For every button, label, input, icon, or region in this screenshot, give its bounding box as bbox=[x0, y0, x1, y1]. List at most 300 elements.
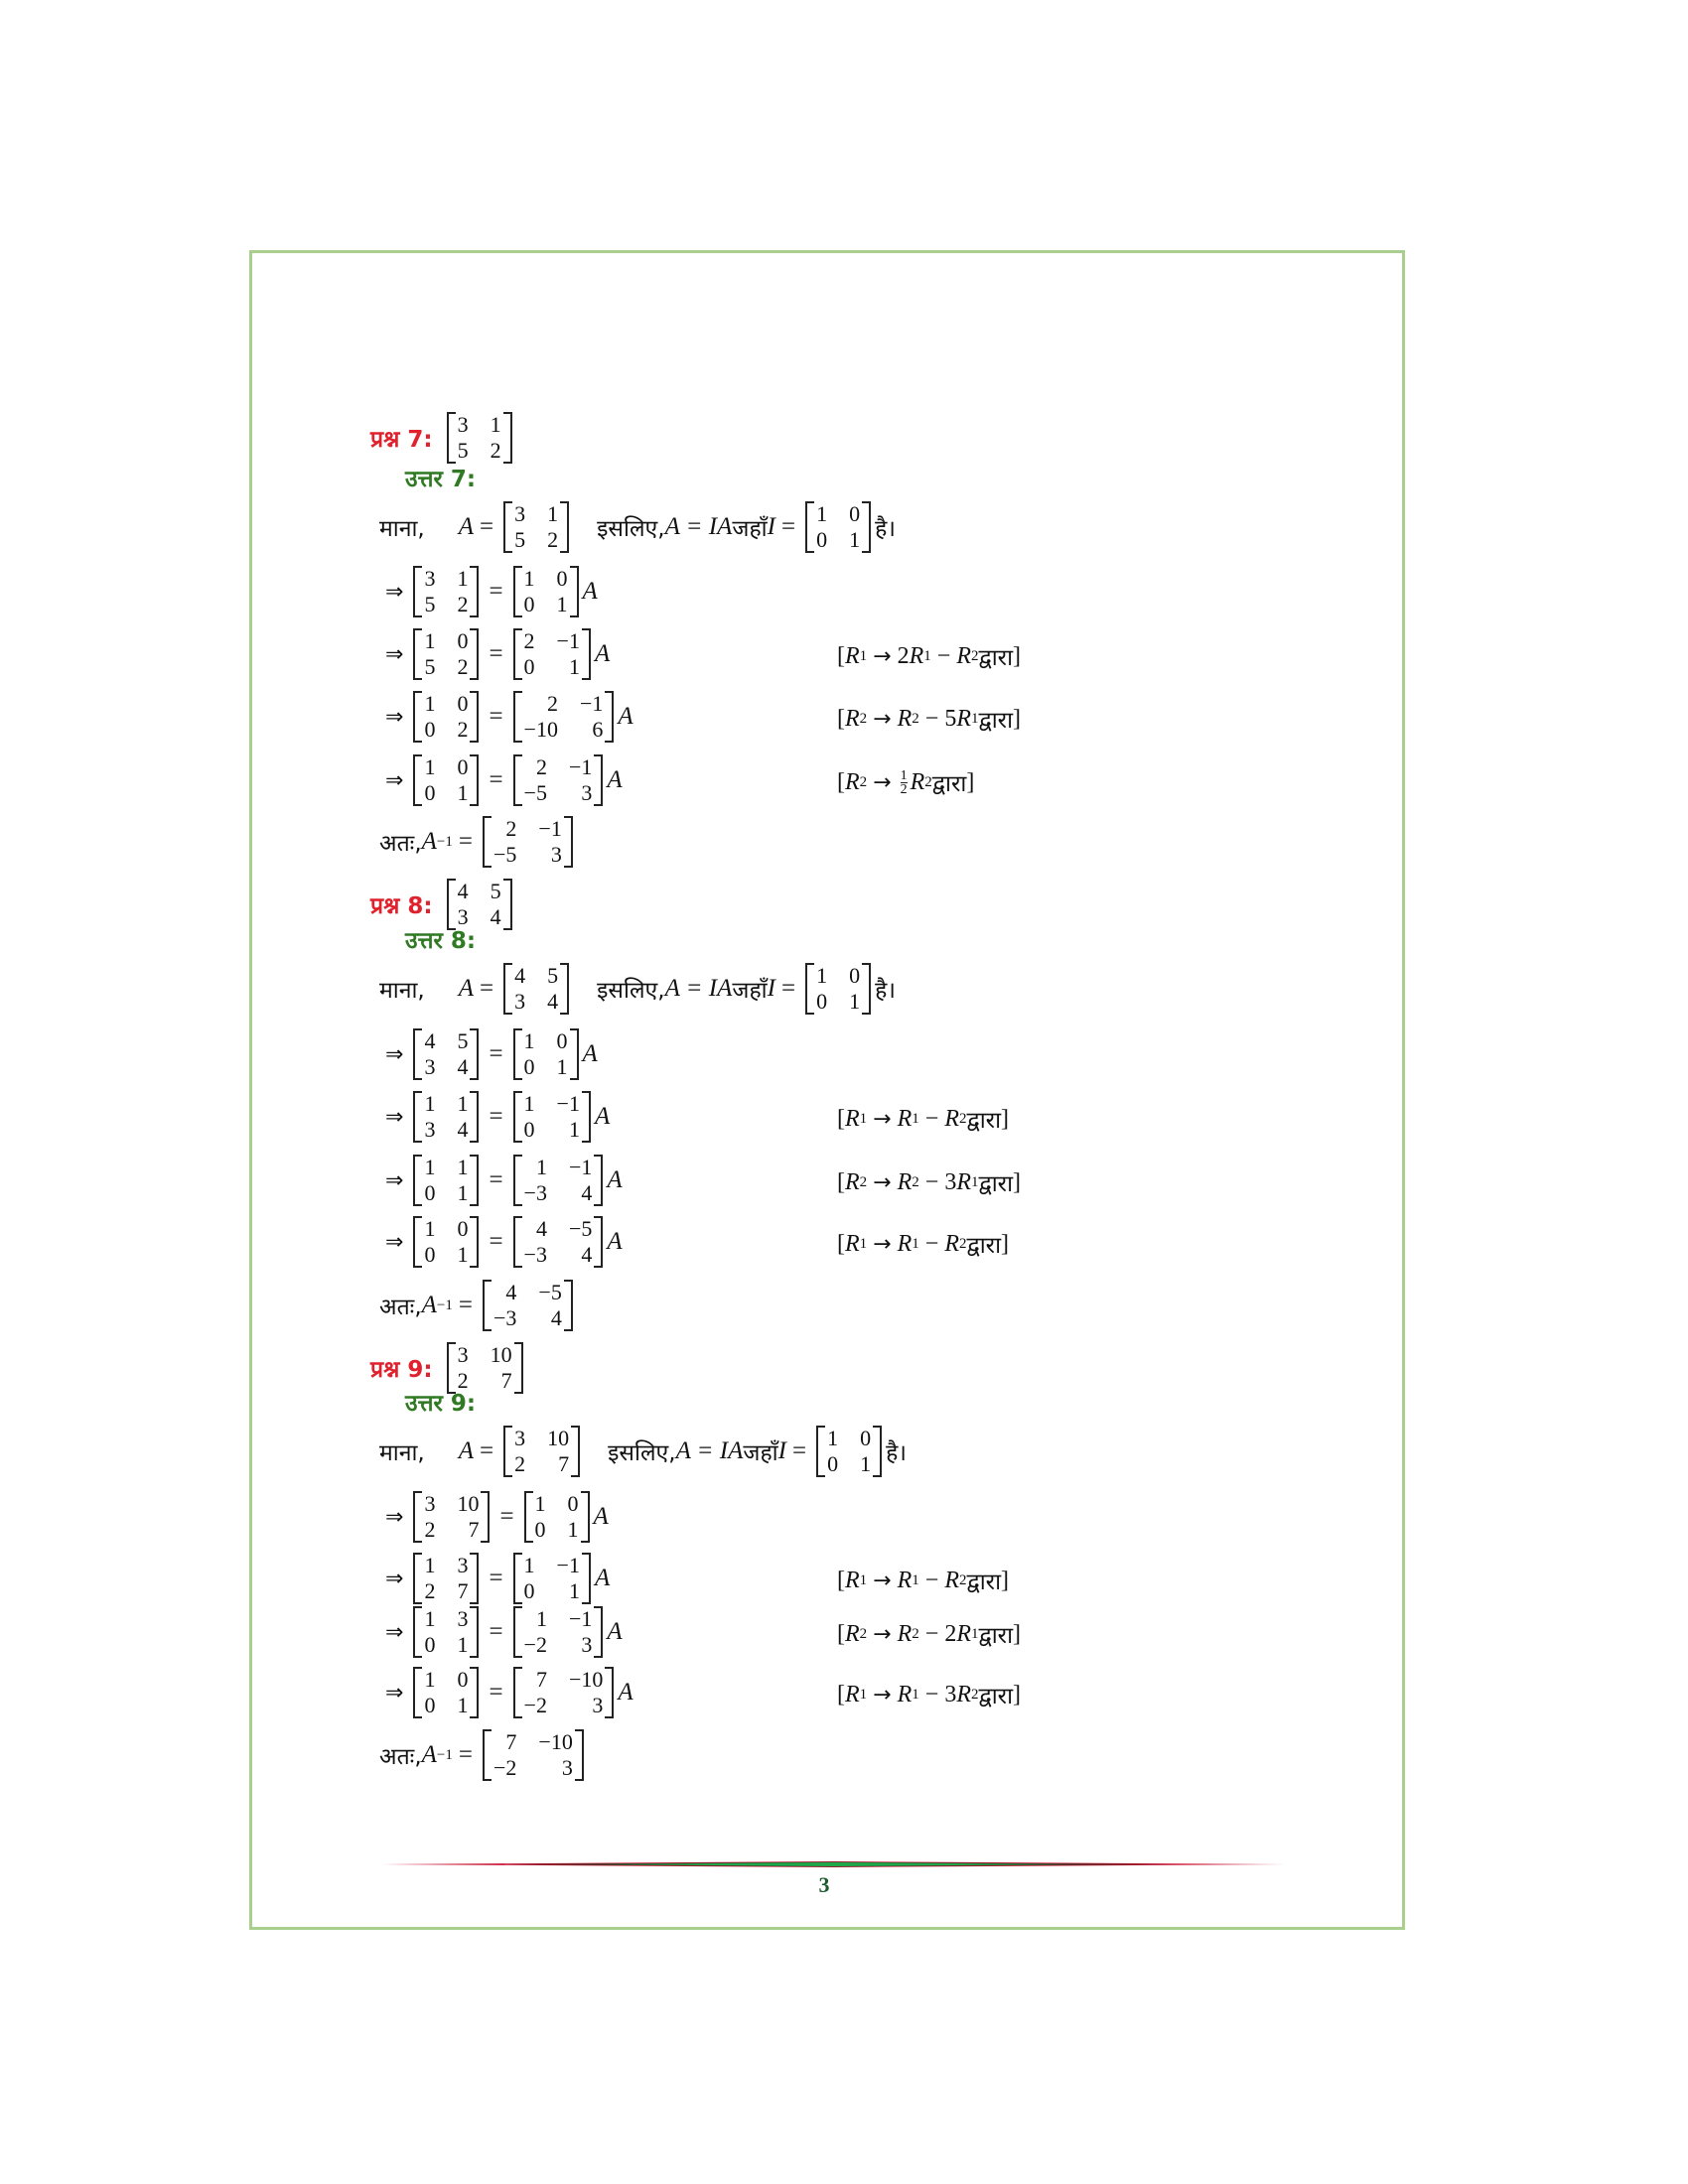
matrix-grid bbox=[422, 1491, 481, 1543]
bracket-right bbox=[605, 691, 614, 743]
assumption-line bbox=[379, 501, 896, 553]
matrix-cell: 1 bbox=[457, 566, 469, 591]
row-index: 1 bbox=[971, 1625, 979, 1642]
var-A: A bbox=[582, 578, 598, 605]
equals-sign: = bbox=[489, 1166, 503, 1193]
implies-icon: ⇒ bbox=[385, 1167, 404, 1193]
matrix-cell: 0 bbox=[556, 566, 568, 591]
matrix-cell: 4 bbox=[490, 904, 501, 929]
matrix-cell: 4 bbox=[550, 1305, 562, 1330]
matrix-cell: 1 bbox=[534, 1491, 546, 1516]
row-index: 2 bbox=[971, 647, 979, 664]
bracket-right bbox=[560, 963, 569, 1015]
matrix-cell: 1 bbox=[849, 527, 861, 552]
answer-heading bbox=[405, 462, 476, 493]
var-A: A bbox=[607, 766, 623, 793]
equals-sign: = bbox=[489, 1679, 503, 1706]
matrix-cell: 3 bbox=[592, 1693, 604, 1717]
var-I: I bbox=[777, 1437, 786, 1464]
bracket-right bbox=[470, 1216, 479, 1268]
matrix-cell: 2 bbox=[457, 654, 469, 679]
matrix-cell: −10 bbox=[523, 717, 558, 742]
equals-sign: = bbox=[489, 766, 503, 793]
bracket-left bbox=[805, 501, 814, 553]
question-label: प्रश्न 7: bbox=[370, 427, 433, 453]
step-left-matrix bbox=[413, 1216, 479, 1268]
bracket-right bbox=[564, 816, 573, 868]
step-right-matrix bbox=[513, 1155, 604, 1206]
dwara-label: द्वारा bbox=[978, 708, 1014, 734]
row-symbol: R bbox=[897, 1230, 913, 1257]
row-index: 2 bbox=[859, 1625, 868, 1642]
row-symbol: R bbox=[897, 1567, 913, 1593]
bracket-right bbox=[503, 879, 512, 930]
matrix-grid bbox=[522, 566, 570, 617]
matrix-cell: −5 bbox=[493, 842, 517, 867]
hai-label: है। bbox=[875, 516, 896, 542]
var-A: A bbox=[594, 640, 611, 667]
matrix-grid bbox=[533, 1491, 581, 1543]
bracket-open: [ bbox=[837, 1620, 845, 1647]
bracket-right bbox=[564, 1280, 573, 1331]
question-heading bbox=[370, 412, 516, 464]
matrix-grid bbox=[422, 754, 470, 806]
bracket-right bbox=[503, 412, 512, 464]
step-line bbox=[379, 1028, 598, 1080]
row-index: 2 bbox=[912, 1625, 919, 1642]
matrix-cell: 3 bbox=[550, 842, 562, 867]
bracket-right bbox=[470, 1553, 479, 1604]
step-left-matrix bbox=[413, 1606, 479, 1658]
equals-sign: = bbox=[458, 1292, 473, 1318]
bracket-close: ] bbox=[1013, 705, 1022, 732]
row-index: 1 bbox=[912, 1686, 919, 1703]
matrix-grid bbox=[422, 1553, 470, 1604]
row-index: 1 bbox=[912, 1571, 919, 1588]
matrix-cell: 2 bbox=[424, 1578, 436, 1603]
isliye-label: इसलिए, bbox=[597, 978, 665, 1004]
row-symbol: R bbox=[845, 1168, 860, 1195]
step-line bbox=[379, 1091, 610, 1143]
bracket-left bbox=[413, 1606, 422, 1658]
var-A: A bbox=[607, 1228, 623, 1255]
matrix-cell: 5 bbox=[424, 592, 436, 616]
matrix-cell: 2 bbox=[547, 527, 559, 552]
step-left-matrix bbox=[413, 566, 479, 617]
question-label: प्रश्न 9: bbox=[370, 1357, 433, 1383]
matrix-cell: −5 bbox=[568, 1216, 593, 1241]
bracket-left bbox=[503, 1426, 512, 1477]
matrix-cell: 1 bbox=[816, 501, 828, 526]
matrix-cell: 0 bbox=[534, 1517, 546, 1542]
matrix-grid bbox=[522, 1155, 595, 1206]
bracket-left bbox=[413, 1216, 422, 1268]
arrow-icon: → bbox=[873, 769, 892, 795]
matrix-cell: 3 bbox=[457, 412, 469, 437]
bracket-left bbox=[413, 628, 422, 680]
bracket-open: [ bbox=[837, 642, 845, 669]
row-operation bbox=[837, 1228, 1009, 1260]
dwara-label: द्वारा bbox=[966, 1570, 1002, 1595]
var-A: A bbox=[618, 703, 633, 730]
row-index: 1 bbox=[971, 1173, 979, 1190]
bracket-right bbox=[594, 754, 603, 806]
matrix-cell: 1 bbox=[424, 1091, 436, 1116]
matrix-cell: 2 bbox=[457, 592, 469, 616]
row-symbol: R bbox=[956, 705, 971, 732]
coefficient: 2 bbox=[944, 1620, 957, 1647]
bracket-open: [ bbox=[837, 705, 845, 732]
matrix-cell: 1 bbox=[457, 1242, 469, 1267]
minus-sign: − bbox=[936, 642, 951, 669]
row-operation bbox=[837, 766, 974, 798]
step-left-matrix bbox=[413, 1155, 479, 1206]
equals-sign: = bbox=[489, 1103, 503, 1130]
matrix-cell: −3 bbox=[493, 1305, 517, 1330]
mana-label: माना, bbox=[379, 978, 425, 1004]
matrix-cell: 3 bbox=[581, 780, 593, 805]
matrix-cell: 3 bbox=[561, 1755, 573, 1780]
atah-label: अतः, bbox=[379, 831, 422, 857]
answer-label: उत्तर 7: bbox=[405, 467, 477, 492]
answer-label: उत्तर 9: bbox=[405, 1391, 477, 1417]
bracket-right bbox=[605, 1667, 614, 1718]
matrix-grid bbox=[422, 566, 470, 617]
matrix-cell: 4 bbox=[581, 1180, 593, 1205]
result-line bbox=[379, 1729, 588, 1781]
matrix-cell: 1 bbox=[547, 501, 559, 526]
step-left-matrix bbox=[413, 754, 479, 806]
bracket-right bbox=[470, 1091, 479, 1143]
bracket-right bbox=[470, 1028, 479, 1080]
bracket-left bbox=[413, 1553, 422, 1604]
matrix-grid bbox=[422, 1028, 470, 1080]
matrix-cell: −2 bbox=[523, 1632, 547, 1657]
implies-icon: ⇒ bbox=[385, 1619, 404, 1645]
step-left-matrix bbox=[413, 691, 479, 743]
answer-heading bbox=[405, 1386, 476, 1418]
row-index: 1 bbox=[859, 647, 868, 664]
matrix-cell: 1 bbox=[424, 1216, 436, 1241]
coefficient: 2 bbox=[897, 642, 910, 669]
matrix-A bbox=[503, 963, 569, 1015]
matrix-cell: 1 bbox=[457, 1632, 469, 1657]
result-line bbox=[379, 816, 577, 868]
step-right-matrix bbox=[513, 1667, 615, 1718]
bracket-right bbox=[470, 1155, 479, 1206]
bracket-close: ] bbox=[1001, 1567, 1010, 1593]
row-symbol: R bbox=[845, 1105, 860, 1132]
matrix-cell: 5 bbox=[457, 438, 469, 463]
bracket-left bbox=[413, 1091, 422, 1143]
bracket-right bbox=[570, 1028, 579, 1080]
denominator: 2 bbox=[900, 781, 908, 797]
equals-sign: = bbox=[480, 975, 494, 1002]
footer-separator bbox=[382, 1861, 1286, 1867]
bracket-open: [ bbox=[837, 1168, 845, 1195]
matrix-cell: 6 bbox=[592, 717, 604, 742]
step-line bbox=[379, 628, 610, 680]
matrix-grid bbox=[825, 1426, 873, 1477]
row-operation bbox=[837, 1565, 1009, 1596]
implies-icon: ⇒ bbox=[385, 767, 404, 793]
matrix-cell: 1 bbox=[457, 1180, 469, 1205]
matrix-cell: 4 bbox=[505, 1280, 517, 1304]
bracket-left bbox=[447, 412, 456, 464]
matrix-cell: −1 bbox=[556, 628, 580, 653]
matrix-grid bbox=[522, 1216, 595, 1268]
A-equals-IA: A = IA bbox=[675, 1437, 744, 1464]
implies-icon: ⇒ bbox=[385, 579, 404, 605]
var-I: I bbox=[767, 975, 775, 1002]
matrix-cell: 1 bbox=[523, 1028, 535, 1053]
matrix-grid bbox=[422, 628, 470, 680]
dwara-label: द्वारा bbox=[978, 1684, 1014, 1709]
arrow-icon: → bbox=[873, 1231, 892, 1257]
matrix-cell: 0 bbox=[523, 1054, 535, 1079]
row-symbol: R bbox=[845, 768, 860, 795]
matrix-cell: 0 bbox=[424, 1632, 436, 1657]
matrix-cell: 1 bbox=[568, 1578, 580, 1603]
matrix-cell: 0 bbox=[457, 1667, 469, 1692]
step-line bbox=[379, 754, 623, 806]
var-A: A bbox=[593, 1503, 609, 1530]
row-operation bbox=[837, 703, 1021, 735]
matrix-cell: 4 bbox=[581, 1242, 593, 1267]
matrix-cell: 1 bbox=[457, 1091, 469, 1116]
row-symbol: R bbox=[956, 642, 971, 669]
matrix-cell: 3 bbox=[424, 1117, 436, 1142]
bracket-right bbox=[594, 1216, 603, 1268]
matrix-cell: 7 bbox=[500, 1368, 512, 1393]
matrix-grid bbox=[492, 816, 564, 868]
step-left-matrix bbox=[413, 1028, 479, 1080]
matrix-cell: 7 bbox=[505, 1729, 517, 1754]
matrix-grid bbox=[422, 691, 470, 743]
step-line bbox=[379, 1606, 623, 1658]
matrix-cell: 3 bbox=[457, 1342, 469, 1367]
dwara-label: द्वारा bbox=[966, 1108, 1002, 1134]
row-index: 1 bbox=[912, 1110, 919, 1127]
var-A: A bbox=[458, 975, 475, 1002]
matrix-cell: 10 bbox=[547, 1426, 570, 1450]
row-index: 2 bbox=[971, 1686, 979, 1703]
inverse-exponent: −1 bbox=[436, 1746, 453, 1763]
bracket-right bbox=[570, 566, 579, 617]
matrix-cell: 1 bbox=[424, 1155, 436, 1179]
identity-matrix bbox=[805, 501, 871, 553]
var-A: A bbox=[594, 1103, 611, 1130]
matrix-cell: 0 bbox=[849, 501, 861, 526]
matrix-grid bbox=[522, 754, 595, 806]
bracket-left bbox=[816, 1426, 825, 1477]
row-symbol: R bbox=[897, 1168, 913, 1195]
step-line bbox=[379, 1553, 610, 1604]
bracket-left bbox=[513, 1553, 522, 1604]
step-left-matrix bbox=[413, 1091, 479, 1143]
matrix-cell: 1 bbox=[424, 1667, 436, 1692]
matrix-cell: 2 bbox=[523, 628, 535, 653]
arrow-icon: → bbox=[873, 1621, 892, 1647]
var-A: A bbox=[618, 1679, 633, 1706]
arrow-icon: → bbox=[873, 1568, 892, 1593]
matrix-cell: −1 bbox=[568, 1155, 593, 1179]
question-label: प्रश्न 8: bbox=[370, 893, 433, 919]
bracket-close: ] bbox=[1001, 1105, 1010, 1132]
matrix-grid bbox=[456, 412, 503, 464]
step-left-matrix bbox=[413, 1491, 490, 1543]
matrix-cell: 0 bbox=[424, 1693, 436, 1717]
row-index: 2 bbox=[859, 773, 868, 790]
bracket-left bbox=[413, 1028, 422, 1080]
bracket-right bbox=[470, 1667, 479, 1718]
equals-sign: = bbox=[458, 828, 473, 855]
var-A: A bbox=[607, 1618, 623, 1645]
row-symbol: R bbox=[910, 768, 925, 795]
matrix-cell: 3 bbox=[514, 501, 526, 526]
row-index: 2 bbox=[912, 710, 919, 727]
step-right-matrix bbox=[513, 1606, 604, 1658]
row-symbol: R bbox=[845, 1230, 860, 1257]
matrix-A bbox=[503, 501, 569, 553]
mana-label: माना, bbox=[379, 516, 425, 542]
bracket-right bbox=[470, 691, 479, 743]
isliye-label: इसलिए, bbox=[597, 516, 665, 542]
matrix-cell: −1 bbox=[538, 816, 562, 841]
inverse-exponent: −1 bbox=[436, 1297, 453, 1313]
matrix-cell: 7 bbox=[535, 1667, 547, 1692]
A-equals-IA: A = IA bbox=[664, 975, 733, 1002]
matrix-cell: 7 bbox=[558, 1451, 570, 1476]
implies-icon: ⇒ bbox=[385, 641, 404, 667]
step-left-matrix bbox=[413, 1667, 479, 1718]
bracket-left bbox=[513, 1216, 522, 1268]
matrix-cell: 1 bbox=[556, 1054, 568, 1079]
matrix-cell: 10 bbox=[457, 1491, 480, 1516]
step-left-matrix bbox=[413, 1553, 479, 1604]
bracket-right bbox=[594, 1155, 603, 1206]
matrix-cell: 0 bbox=[827, 1451, 839, 1476]
matrix-grid bbox=[512, 501, 560, 553]
implies-icon: ⇒ bbox=[385, 1041, 404, 1067]
assumption-line bbox=[379, 1426, 907, 1477]
matrix-grid bbox=[522, 628, 582, 680]
bracket-left bbox=[513, 1155, 522, 1206]
matrix-cell: 1 bbox=[535, 1155, 547, 1179]
minus-sign: − bbox=[924, 1230, 939, 1257]
matrix-cell: −10 bbox=[568, 1667, 604, 1692]
matrix-cell: 1 bbox=[457, 1693, 469, 1717]
jahan-label: जहाँ bbox=[732, 516, 768, 542]
bracket-open: [ bbox=[837, 1230, 845, 1257]
row-symbol: R bbox=[956, 1168, 971, 1195]
bracket-close: ] bbox=[1013, 1620, 1022, 1647]
row-index: 1 bbox=[859, 1686, 868, 1703]
matrix-cell: 0 bbox=[424, 780, 436, 805]
arrow-icon: → bbox=[873, 706, 892, 732]
matrix-cell: 1 bbox=[424, 628, 436, 653]
row-symbol: R bbox=[845, 705, 860, 732]
inverse-matrix bbox=[483, 1729, 584, 1781]
matrix-cell: 1 bbox=[568, 654, 580, 679]
equals-sign: = bbox=[489, 640, 503, 667]
bracket-open: [ bbox=[837, 768, 845, 795]
bracket-right bbox=[862, 963, 871, 1015]
A-equals-IA: A = IA bbox=[664, 513, 733, 540]
matrix-cell: 0 bbox=[523, 592, 535, 616]
matrix-cell: 5 bbox=[424, 654, 436, 679]
matrix-cell: 3 bbox=[424, 1054, 436, 1079]
step-right-matrix bbox=[524, 1491, 590, 1543]
matrix-cell: 1 bbox=[827, 1426, 839, 1450]
matrix-cell: 4 bbox=[547, 989, 559, 1014]
inverse-matrix bbox=[483, 816, 573, 868]
step-right-matrix bbox=[513, 628, 591, 680]
matrix-grid bbox=[492, 1729, 575, 1781]
bracket-right bbox=[873, 1426, 882, 1477]
matrix-cell: −2 bbox=[493, 1755, 517, 1780]
matrix-grid bbox=[512, 1426, 571, 1477]
implies-icon: ⇒ bbox=[385, 704, 404, 730]
matrix-cell: 3 bbox=[514, 1426, 526, 1450]
answer-label: उत्तर 8: bbox=[405, 928, 477, 954]
bracket-left bbox=[524, 1491, 533, 1543]
matrix-cell: 3 bbox=[581, 1632, 593, 1657]
bracket-left bbox=[513, 628, 522, 680]
bracket-left bbox=[513, 566, 522, 617]
matrix-cell: −1 bbox=[556, 1553, 580, 1577]
hai-label: है। bbox=[886, 1440, 907, 1466]
row-index: 1 bbox=[971, 710, 979, 727]
row-symbol: R bbox=[897, 1105, 913, 1132]
coefficient: 3 bbox=[944, 1681, 957, 1707]
matrix-cell: 3 bbox=[424, 1491, 436, 1516]
matrix-grid bbox=[422, 1216, 470, 1268]
var-A: A bbox=[458, 513, 475, 540]
equals-sign: = bbox=[489, 1565, 503, 1591]
matrix-cell: 1 bbox=[457, 780, 469, 805]
matrix-cell: 3 bbox=[457, 904, 469, 929]
matrix-cell: 3 bbox=[457, 1553, 469, 1577]
dwara-label: द्वारा bbox=[931, 771, 967, 797]
matrix-grid bbox=[422, 1667, 470, 1718]
matrix-cell: 0 bbox=[860, 1426, 872, 1450]
row-index: 2 bbox=[924, 773, 932, 790]
coefficient: 5 bbox=[944, 705, 957, 732]
bracket-left bbox=[513, 1667, 522, 1718]
matrix-cell: 1 bbox=[457, 1155, 469, 1179]
bracket-left bbox=[513, 1091, 522, 1143]
var-A: A bbox=[594, 1565, 611, 1591]
matrix-cell: 0 bbox=[816, 527, 828, 552]
matrix-cell: 1 bbox=[424, 1606, 436, 1631]
row-operation bbox=[837, 1618, 1021, 1650]
minus-sign: − bbox=[924, 1620, 939, 1647]
matrix-grid bbox=[522, 1091, 582, 1143]
assumption-line bbox=[379, 963, 896, 1015]
dwara-label: द्वारा bbox=[966, 1233, 1002, 1259]
row-symbol: R bbox=[897, 1620, 913, 1647]
bracket-left bbox=[805, 963, 814, 1015]
identity-matrix bbox=[816, 1426, 882, 1477]
step-right-matrix bbox=[513, 1028, 579, 1080]
atah-label: अतः, bbox=[379, 1295, 422, 1320]
matrix-cell: 2 bbox=[490, 438, 501, 463]
matrix-cell: 0 bbox=[457, 1216, 469, 1241]
bracket-right bbox=[581, 1491, 590, 1543]
fraction bbox=[901, 769, 908, 796]
inverse-exponent: −1 bbox=[436, 833, 453, 850]
